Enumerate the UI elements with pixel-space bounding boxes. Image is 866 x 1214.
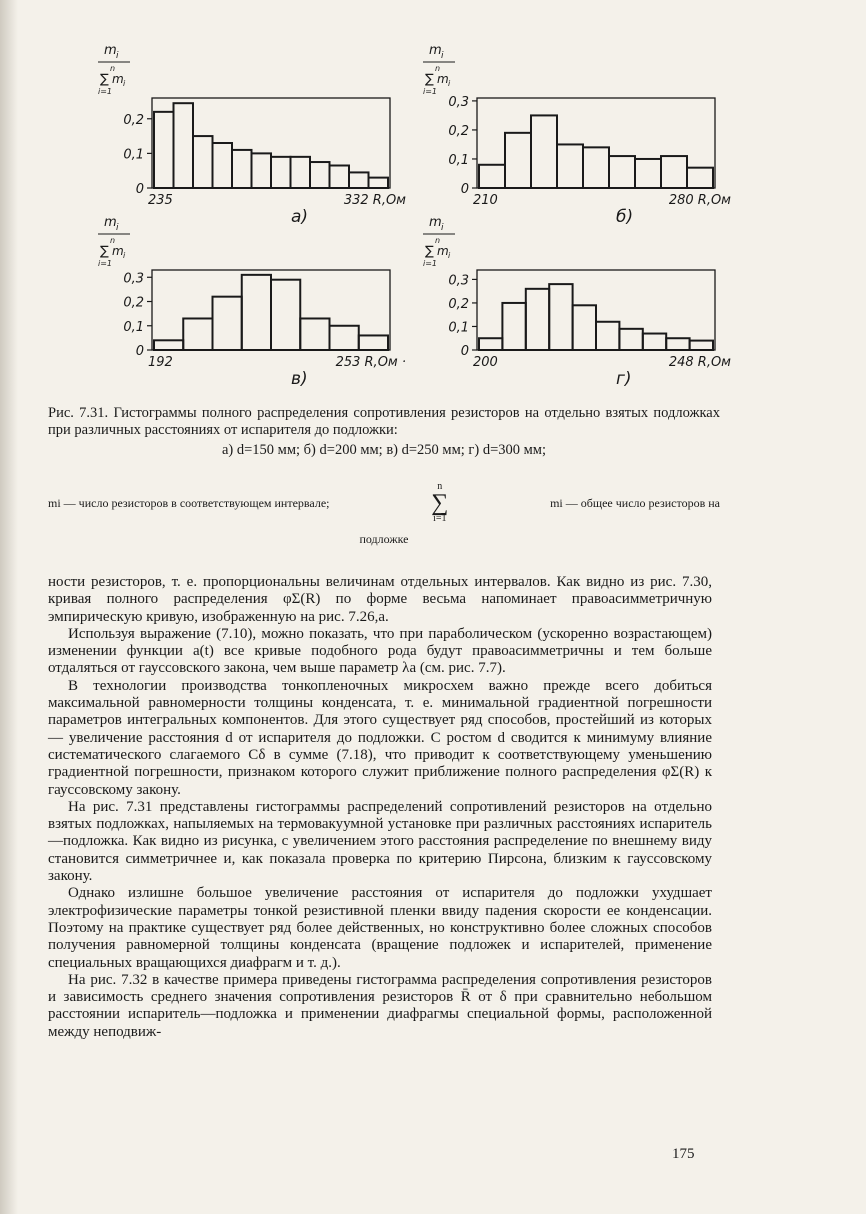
- histogram-a: [90, 40, 410, 240]
- y-tick-label: 0,3: [123, 271, 144, 287]
- ylabel-sum-bottom: i=1: [423, 259, 438, 268]
- ylabel-sum-top: n: [110, 236, 116, 245]
- x-start-label: 200: [473, 355, 498, 370]
- x-end-label: 332 R,Ом: [343, 193, 406, 208]
- ylabel-sum-var-sub: i: [123, 251, 126, 260]
- y-tick-label: 0,3: [448, 94, 469, 110]
- plot-frame: [477, 98, 715, 188]
- histogram-bar: [154, 112, 174, 188]
- y-tick-label: 0: [135, 344, 144, 359]
- histogram-bar: [643, 334, 666, 350]
- histogram-bar: [596, 322, 619, 350]
- ylabel-sum-bottom: i=1: [98, 87, 113, 96]
- histogram-bar: [690, 341, 713, 350]
- legend-right: mi — общее число резисторов на: [550, 496, 720, 510]
- y-tick-label: 0,1: [448, 152, 469, 168]
- histogram-bar: [183, 318, 212, 350]
- ylabel-sum-top: n: [435, 64, 441, 73]
- caption-title: Рис. 7.31. Гистограммы полного распределения сопротивления резисторов на отдельно взятых подложках при различных расстояниях от испарителя до подложки:: [48, 405, 720, 438]
- panel-label: б): [616, 207, 634, 227]
- y-tick-label: 0,2: [448, 123, 469, 139]
- paragraph-3: В технологии производства тонкопленочных микросхем важно прежде всего добиться максимальной равномерности толщины конденсата, т. е. минимальной градиентной погрешности параметров интегральных компонентов. Для этого существует ряд способов, простейший из которых — увеличение расстояния d от испарителя до подложки. С ростом d сводится к минимуму влияние систематического слагаемого Cδ в сумме (7.18), что приводит к соответствующему уменьшению градиентной погрешности, признаком которого служит приближение полного распределения φΣ(R) к гауссовскому закону.: [48, 677, 712, 798]
- ylabel-sum-bottom: i=1: [423, 87, 438, 96]
- histogram-bar: [661, 156, 687, 188]
- histogram-bar: [271, 157, 291, 188]
- x-end-label: 248 R,Ом: [668, 355, 731, 370]
- histogram-bar: [213, 143, 233, 188]
- paragraph-4: На рис. 7.31 представлены гистограммы распределений сопротивлений резисторов на отдельно взятых подложках, напыляемых на термовакуумной установке при различных расстояниях испаритель—подложка. Как видно из рисунка, с увеличением этого расстояния распределение по внешнему виду становится симметричнее и, как показала проверка по критерию Пирсона, близким к гауссовскому закону.: [48, 798, 712, 885]
- histogram-bar: [479, 165, 505, 188]
- sum-top: n: [437, 481, 443, 492]
- ylabel-num-sub: i: [116, 51, 119, 61]
- histogram-bar: [349, 172, 369, 188]
- histogram-bar: [619, 329, 642, 350]
- y-tick-label: 0: [460, 344, 469, 359]
- histogram-bar: [300, 318, 329, 350]
- sum-bottom: i=1: [433, 513, 447, 524]
- ylabel-sigma: ∑: [100, 244, 109, 259]
- paragraph-6: На рис. 7.32 в качестве примера приведены гистограмма распределения сопротивления резисторов и зависимость среднего значения сопротивления резисторов R̄ от δ при сравнительно небольшом расстоянии испаритель—подложка и применении диафрагмы специальной формы, расположенной между неподвиж-: [48, 971, 712, 1040]
- x-end-label: 253 R,Ом ·: [335, 355, 406, 370]
- histogram-bar: [291, 157, 311, 188]
- ylabel-sigma: ∑: [100, 72, 109, 87]
- ylabel-sum-var-sub: i: [123, 79, 126, 88]
- histogram-bar: [609, 156, 635, 188]
- histogram-bar: [531, 115, 557, 188]
- histogram-bar: [174, 103, 194, 188]
- y-tick-label: 0,1: [123, 319, 144, 335]
- paragraph-2: Используя выражение (7.10), можно показать, что при параболическом (ускоренно возрастающем) изменении функции a(t) все кривые подобного рода будут правоасимметричны и тем больше отдаляться от гауссовского закона, чем выше параметр λa (см. рис. 7.7).: [48, 625, 712, 677]
- x-start-label: 192: [148, 355, 173, 370]
- paragraph-1: ности резисторов, т. е. пропорциональны величинам отдельных интервалов. Как видно из рис. 7.30, кривая полного распределения φΣ(R) по форме весьма напоминает правоасимметричную эмпирическую кривую, изображенную на рис. 7.26,a.: [48, 574, 712, 625]
- x-end-label: 280 R,Ом: [668, 193, 731, 208]
- ylabel-num-sub: i: [441, 51, 444, 61]
- legend-left: mi — число резисторов в соответствующем интервале;: [48, 496, 330, 510]
- histogram-bar: [502, 303, 525, 350]
- ylabel-sum-top: n: [435, 236, 441, 245]
- histogram-bar: [242, 275, 271, 350]
- histogram-bar: [687, 168, 713, 188]
- x-start-label: 210: [473, 193, 498, 208]
- histogram-g: [415, 212, 735, 402]
- ylabel-sum-var: m: [437, 72, 449, 86]
- histogram-bar: [193, 136, 213, 188]
- histogram-v-svg: [90, 212, 410, 402]
- histogram-bar: [271, 280, 300, 350]
- sum-sigma: ∑: [431, 490, 449, 516]
- y-tick-label: 0,2: [123, 295, 144, 311]
- ylabel-sum-top: n: [110, 64, 116, 73]
- y-axis-label: [98, 43, 130, 96]
- page-edge-shadow: [0, 0, 18, 1214]
- y-tick-label: 0,2: [448, 296, 469, 312]
- caption-distances: а) d=150 мм; б) d=200 мм; в) d=250 мм; г) d=300 мм;: [221, 442, 547, 458]
- panel-label: а): [291, 207, 309, 227]
- histogram-bar: [479, 338, 502, 350]
- histogram-bar: [330, 166, 350, 189]
- ylabel-num-sub: i: [116, 223, 119, 233]
- histogram-bar: [635, 159, 661, 188]
- histogram-b: [415, 40, 735, 240]
- histogram-b-svg: [415, 40, 735, 240]
- sum-symbol: [431, 482, 448, 524]
- histogram-bar: [154, 340, 183, 350]
- ylabel-sum-var: m: [112, 72, 124, 86]
- histogram-bar: [330, 326, 359, 350]
- y-tick-label: 0,1: [123, 147, 144, 163]
- y-axis-label: [423, 43, 455, 96]
- y-axis-label: [98, 215, 130, 268]
- y-tick-label: 0,1: [448, 320, 469, 336]
- histogram-bar: [359, 335, 388, 350]
- x-start-label: 235: [148, 193, 173, 208]
- ylabel-num: m: [429, 43, 442, 58]
- y-axis-label: [423, 215, 455, 268]
- y-tick-label: 0,3: [448, 273, 469, 289]
- figure-caption: [48, 405, 720, 459]
- page-number: 175: [672, 1146, 695, 1162]
- body-text: [48, 574, 712, 1041]
- ylabel-num: m: [104, 43, 117, 58]
- ylabel-sigma: ∑: [425, 72, 434, 87]
- panel-label: г): [616, 369, 632, 389]
- y-tick-label: 0: [135, 182, 144, 197]
- histogram-bar: [666, 338, 689, 350]
- ylabel-sum-var-sub: i: [448, 251, 451, 260]
- ylabel-sum-var: m: [437, 244, 449, 258]
- ylabel-num: m: [429, 215, 442, 230]
- histogram-bar: [526, 289, 549, 350]
- y-tick-label: 0: [460, 182, 469, 197]
- histogram-bar: [583, 147, 609, 188]
- ylabel-sigma: ∑: [425, 244, 434, 259]
- ylabel-num: m: [104, 215, 117, 230]
- ylabel-sum-bottom: i=1: [98, 259, 113, 268]
- caption-legend: [48, 482, 720, 524]
- histogram-bar: [549, 284, 572, 350]
- histogram-bar: [573, 305, 596, 350]
- histogram-g-svg: [415, 212, 735, 402]
- histogram-bar: [252, 153, 272, 188]
- legend-tail: подложке: [359, 532, 409, 546]
- histogram-bar: [557, 144, 583, 188]
- histogram-bar: [369, 178, 389, 188]
- histogram-bar: [310, 162, 330, 188]
- ylabel-sum-var-sub: i: [448, 79, 451, 88]
- ylabel-sum-var: m: [112, 244, 124, 258]
- histogram-bar: [505, 133, 531, 188]
- paragraph-5: Однако излишне большое увеличение расстояния от испарителя до подложки ухудшает электрофизические параметры тонкой резистивной пленки ввиду падения скорости ее конденсации. Поэтому на практике существует ряд более действенных, но конструктивно более сложных способов получения равномерной толщины конденсата (вращение подложек и испарителей, применение специальных вращающихся диафрагм и т. д.).: [48, 885, 712, 971]
- y-tick-label: 0,2: [123, 112, 144, 128]
- histogram-v: [90, 212, 410, 402]
- panel-label: в): [291, 369, 308, 389]
- histogram-bar: [213, 297, 242, 350]
- ylabel-num-sub: i: [441, 223, 444, 233]
- histogram-a-svg: [90, 40, 410, 240]
- histogram-bar: [232, 150, 252, 188]
